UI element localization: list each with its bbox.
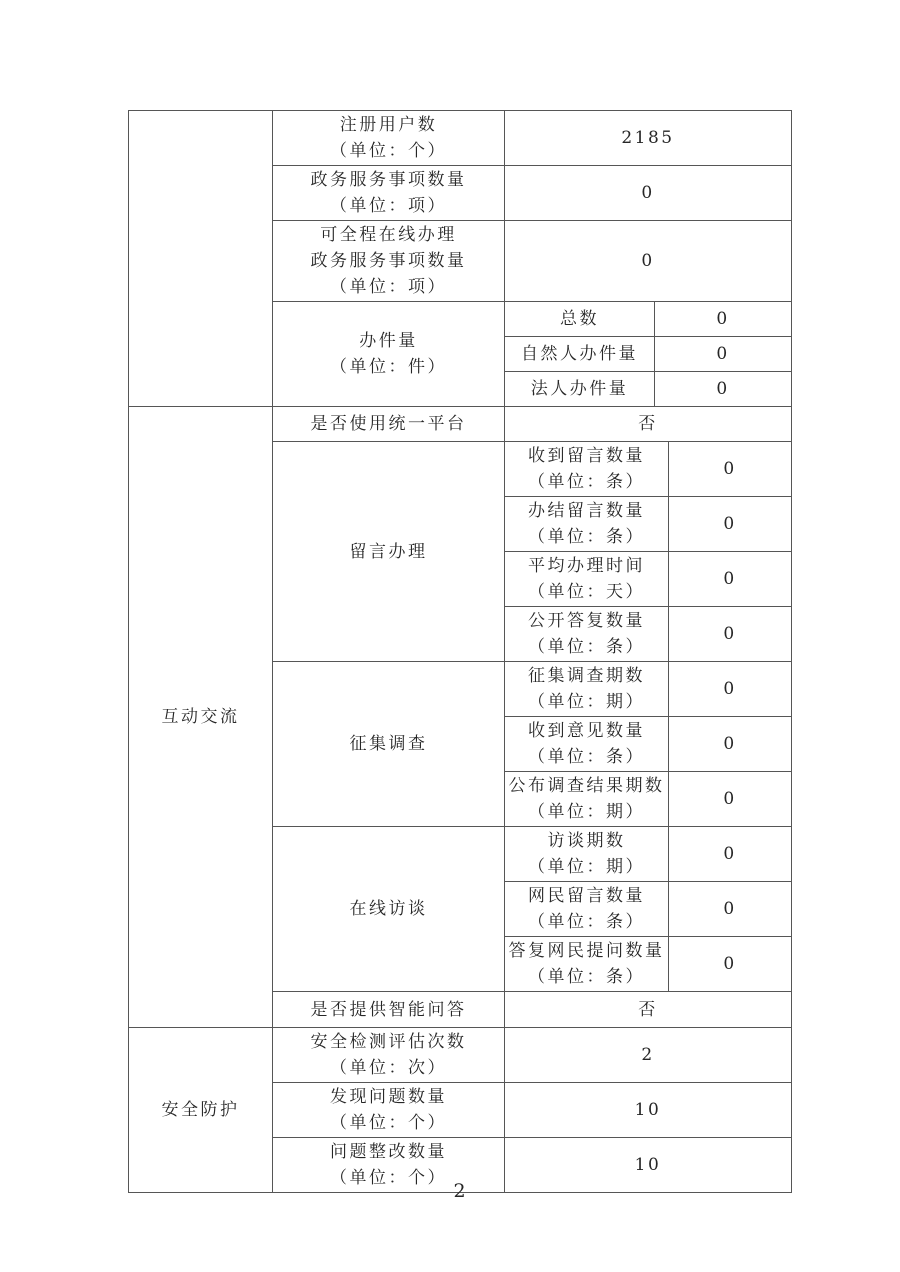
label-problems-found-line1: 发现问题数量	[330, 1087, 447, 1107]
sublabel-cases-natural: 自然人办件量	[505, 337, 655, 372]
value-unified-platform: 否	[505, 407, 792, 442]
value-cases-total: 0	[655, 302, 792, 337]
sublabel-interview-issues-unit: （单位：期）	[528, 857, 645, 877]
label-security-checks-line1: 安全检测评估次数	[310, 1032, 467, 1052]
sublabel-messages-received	[505, 442, 669, 497]
value-netizen-questions-answered: 0	[669, 937, 792, 992]
sublabel-messages-received-unit: （单位：条）	[528, 472, 645, 492]
sublabel-netizen-questions-answered-line1: 答复网民提问数量	[508, 941, 665, 961]
value-opinions-received: 0	[669, 717, 792, 772]
label-service-items-line1: 政务服务事项数量	[310, 170, 467, 190]
label-service-items	[273, 166, 505, 221]
sublabel-avg-handling-time-unit: （单位：天）	[528, 582, 645, 602]
sublabel-public-replies	[505, 607, 669, 662]
sublabel-survey-results-published-unit: （单位：期）	[528, 802, 645, 822]
label-online-interview: 在线访谈	[273, 827, 505, 992]
sublabel-survey-issues	[505, 662, 669, 717]
sublabel-messages-received-line1: 收到留言数量	[528, 446, 645, 466]
report-table	[128, 110, 792, 1193]
value-survey-issues: 0	[669, 662, 792, 717]
label-problems-found-unit: （单位：个）	[330, 1113, 447, 1133]
sublabel-avg-handling-time	[505, 552, 669, 607]
value-netizen-messages: 0	[669, 882, 792, 937]
label-registered-users-unit: （单位：个）	[330, 141, 447, 161]
sublabel-messages-resolved-unit: （单位：条）	[528, 527, 645, 547]
label-online-service-items-line1: 可全程在线办理	[320, 225, 457, 245]
label-survey: 征集调查	[273, 662, 505, 827]
value-avg-handling-time: 0	[669, 552, 792, 607]
sublabel-interview-issues-line1: 访谈期数	[547, 831, 626, 851]
sublabel-messages-resolved	[505, 497, 669, 552]
value-survey-results-published: 0	[669, 772, 792, 827]
sublabel-survey-results-published-line1: 公布调查结果期数	[508, 776, 665, 796]
category-cell-blank	[129, 111, 273, 407]
label-cases-line1: 办件量	[359, 331, 418, 351]
sublabel-netizen-messages	[505, 882, 669, 937]
value-cases-legal: 0	[655, 372, 792, 407]
label-registered-users	[273, 111, 505, 166]
label-cases	[273, 302, 505, 407]
value-messages-received: 0	[669, 442, 792, 497]
value-cases-natural: 0	[655, 337, 792, 372]
value-public-replies: 0	[669, 607, 792, 662]
label-problems-fixed-line1: 问题整改数量	[330, 1142, 447, 1162]
sublabel-survey-results-published	[505, 772, 669, 827]
label-service-items-unit: （单位：项）	[330, 196, 447, 216]
label-registered-users-line1: 注册用户数	[339, 115, 438, 135]
label-online-service-items	[273, 221, 505, 302]
label-problems-fixed-unit: （单位：个）	[330, 1168, 447, 1188]
label-message-handling: 留言办理	[273, 442, 505, 662]
value-interview-issues: 0	[669, 827, 792, 882]
sublabel-survey-issues-line1: 征集调查期数	[528, 666, 645, 686]
label-online-service-items-line2: 政务服务事项数量	[310, 251, 467, 271]
sublabel-netizen-messages-unit: （单位：条）	[528, 912, 645, 932]
sublabel-opinions-received-line1: 收到意见数量	[528, 721, 645, 741]
sublabel-public-replies-unit: （单位：条）	[528, 637, 645, 657]
value-service-items: 0	[505, 166, 792, 221]
sublabel-survey-issues-unit: （单位：期）	[528, 692, 645, 712]
sublabel-public-replies-line1: 公开答复数量	[528, 611, 645, 631]
label-unified-platform: 是否使用统一平台	[273, 407, 505, 442]
value-online-service-items: 0	[505, 221, 792, 302]
row-registered-users	[129, 111, 792, 166]
sublabel-messages-resolved-line1: 办结留言数量	[528, 501, 645, 521]
category-cell-interaction: 互动交流	[129, 407, 273, 1028]
value-problems-found: 10	[505, 1083, 792, 1138]
sublabel-netizen-questions-answered-unit: （单位：条）	[528, 967, 645, 987]
report-table-wrapper	[128, 110, 792, 1193]
label-security-checks-unit: （单位：次）	[330, 1058, 447, 1078]
label-cases-unit: （单位：件）	[330, 357, 447, 377]
label-online-service-items-unit: （单位：项）	[330, 277, 447, 297]
category-cell-security: 安全防护	[129, 1028, 273, 1193]
sublabel-opinions-received-unit: （单位：条）	[528, 747, 645, 767]
value-messages-resolved: 0	[669, 497, 792, 552]
sublabel-opinions-received	[505, 717, 669, 772]
value-problems-fixed: 10	[505, 1138, 792, 1193]
value-registered-users: 2185	[505, 111, 792, 166]
value-smart-qa: 否	[505, 992, 792, 1028]
sublabel-netizen-messages-line1: 网民留言数量	[528, 886, 645, 906]
page-number: 2	[453, 1180, 466, 1202]
row-unified-platform	[129, 407, 792, 442]
sublabel-interview-issues	[505, 827, 669, 882]
sublabel-cases-total: 总数	[505, 302, 655, 337]
label-smart-qa: 是否提供智能问答	[273, 992, 505, 1028]
sublabel-cases-legal: 法人办件量	[505, 372, 655, 407]
label-security-checks	[273, 1028, 505, 1083]
sublabel-avg-handling-time-line1: 平均办理时间	[528, 556, 645, 576]
sublabel-netizen-questions-answered	[505, 937, 669, 992]
value-security-checks: 2	[505, 1028, 792, 1083]
row-security-checks	[129, 1028, 792, 1083]
label-problems-found	[273, 1083, 505, 1138]
